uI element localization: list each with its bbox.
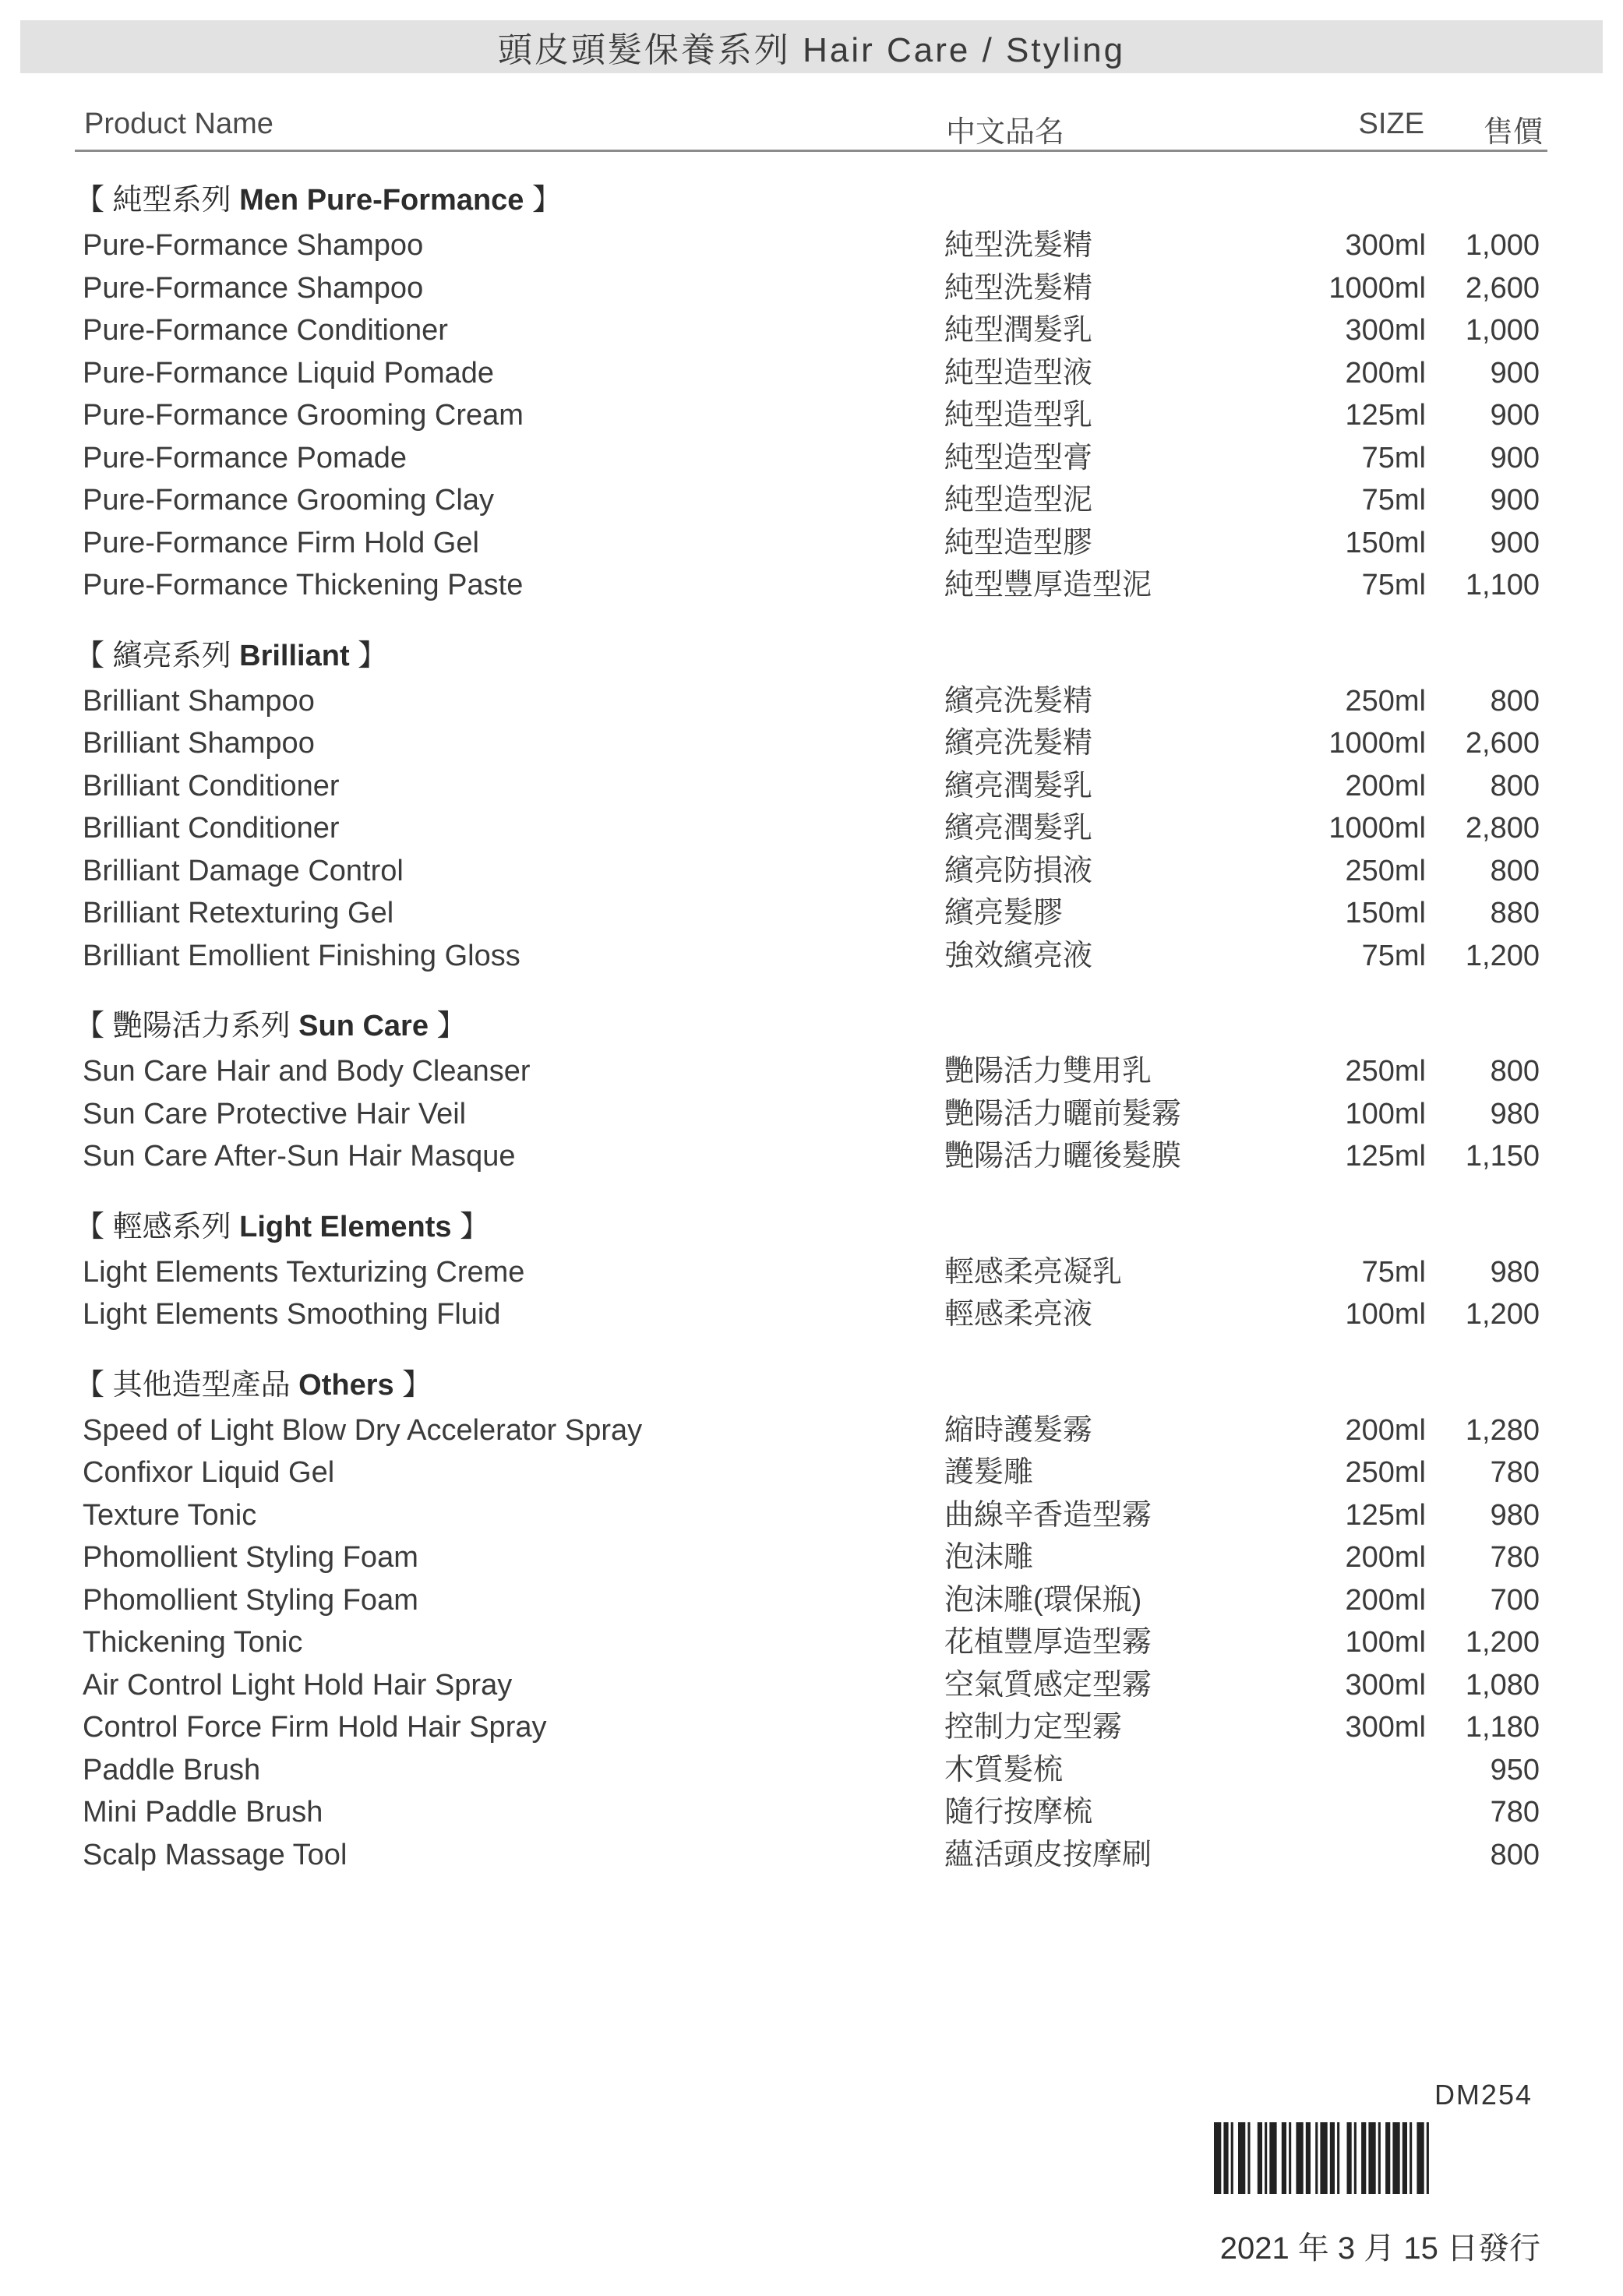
product-name: Sun Care Protective Hair Veil: [83, 1097, 467, 1130]
product-price: 980: [1490, 1097, 1540, 1130]
product-name: Control Force Firm Hold Hair Spray: [83, 1711, 547, 1744]
table-row: [75, 1536, 1547, 1579]
table-row: [75, 1135, 1547, 1178]
product-price: 1,200: [1465, 939, 1540, 972]
product-section: [75, 1203, 1547, 1336]
product-name-cn: 曲線辛香造型霧: [944, 1498, 1152, 1532]
product-name: Pure-Formance Shampoo: [83, 229, 424, 262]
product-name-cn: 艷陽活力曬後髮膜: [944, 1140, 1182, 1173]
product-section: [75, 176, 1547, 607]
product-price: 800: [1490, 1055, 1540, 1088]
barcode-icon: [1212, 2122, 1532, 2194]
product-size: 250ml: [1345, 684, 1426, 718]
section-title-en: Light Elements: [239, 1210, 452, 1243]
product-price: 980: [1490, 1498, 1540, 1532]
table-row: [75, 352, 1547, 395]
table-row: [75, 394, 1547, 437]
table-row: [75, 1293, 1547, 1336]
product-name-cn: 護髮雕: [944, 1456, 1034, 1489]
product-size: 200ml: [1345, 1541, 1426, 1574]
product-name-cn: 輕感柔亮凝乳: [944, 1255, 1123, 1289]
section-title: [75, 632, 1547, 680]
product-size: 125ml: [1345, 399, 1426, 432]
product-size: 1000ml: [1328, 271, 1426, 305]
product-name-cn: 純型洗髮精: [944, 229, 1093, 262]
product-name: Paddle Brush: [83, 1753, 261, 1786]
product-price: 900: [1490, 399, 1540, 432]
table-row: [75, 1621, 1547, 1664]
table-row: [75, 1749, 1547, 1792]
product-name: Brilliant Damage Control: [83, 854, 404, 887]
section-title-cn: 輕感系列: [112, 1210, 231, 1243]
product-name-cn: 繽亮防損液: [944, 854, 1093, 887]
product-name: Light Elements Smoothing Fluid: [83, 1298, 501, 1331]
table-row: [75, 1834, 1547, 1877]
table-row: [75, 1251, 1547, 1294]
table-row: [75, 1050, 1547, 1093]
product-price: 700: [1490, 1583, 1540, 1617]
product-price: 1,150: [1465, 1140, 1540, 1173]
table-row: [75, 1579, 1547, 1622]
product-price: 1,000: [1465, 229, 1540, 262]
product-size: 300ml: [1345, 314, 1426, 347]
document-code: DM254: [1434, 2079, 1533, 2111]
product-size: 75ml: [1361, 1255, 1426, 1289]
table-row: [75, 1409, 1547, 1452]
section-title-cn: 其他造型產品: [112, 1368, 291, 1402]
product-name: Thickening Tonic: [83, 1626, 303, 1659]
product-size: 300ml: [1345, 1711, 1426, 1744]
product-name-cn: 純型造型膠: [944, 526, 1093, 559]
product-name: Pure-Formance Grooming Clay: [83, 484, 494, 517]
product-size: 100ml: [1345, 1097, 1426, 1130]
bracket-open: 【: [75, 639, 113, 672]
product-name: Sun Care Hair and Body Cleanser: [83, 1055, 531, 1088]
product-name-cn: 純型潤髮乳: [944, 314, 1093, 347]
product-price: 800: [1490, 769, 1540, 802]
product-section: [75, 632, 1547, 978]
product-size: 200ml: [1345, 356, 1426, 390]
product-price: 800: [1490, 854, 1540, 887]
product-name: Phomollient Styling Foam: [83, 1583, 418, 1617]
product-name: Pure-Formance Conditioner: [83, 314, 448, 347]
product-name: Light Elements Texturizing Creme: [83, 1255, 525, 1289]
bracket-open: 【: [75, 1368, 113, 1402]
section-title-cn: 純型系列: [112, 184, 231, 217]
page-title: 頭皮頭髮保養系列 Hair Care / Styling: [20, 20, 1603, 73]
table-row: [75, 892, 1547, 935]
table-row: [75, 1664, 1547, 1707]
product-size: 250ml: [1345, 1456, 1426, 1489]
product-price: 1,180: [1465, 1711, 1540, 1744]
product-name-cn: 純型造型乳: [944, 399, 1093, 432]
product-name-cn: 純型豐厚造型泥: [944, 569, 1152, 601]
bracket-open: 【: [75, 1210, 113, 1243]
table-row: [75, 1706, 1547, 1749]
product-name: Texture Tonic: [83, 1498, 257, 1532]
product-name: Brilliant Shampoo: [83, 727, 315, 760]
product-name-cn: 純型造型膏: [944, 441, 1093, 474]
product-size: 200ml: [1345, 1583, 1426, 1617]
table-row: [75, 722, 1547, 765]
table-row: [75, 935, 1547, 978]
product-price: 1,000: [1465, 314, 1540, 347]
table-row: [75, 807, 1547, 850]
product-price: 900: [1490, 526, 1540, 559]
product-price: 800: [1490, 684, 1540, 718]
product-name-cn: 蘊活頭皮按摩刷: [944, 1838, 1152, 1871]
section-title: [75, 176, 1547, 224]
table-row: [75, 224, 1547, 267]
product-name-cn: 花植豐厚造型霧: [944, 1626, 1152, 1659]
product-name-cn: 木質髮梳: [944, 1753, 1064, 1786]
product-size: 1000ml: [1328, 812, 1426, 845]
product-size: 200ml: [1345, 769, 1426, 802]
product-name-cn: 繽亮潤髮乳: [944, 812, 1093, 845]
section-title: [75, 1203, 1547, 1251]
product-name: Brilliant Retexturing Gel: [83, 897, 394, 929]
bracket-open: 【: [75, 184, 113, 217]
product-name-cn: 繽亮髮膠: [944, 897, 1064, 929]
product-price: 1,080: [1465, 1668, 1540, 1702]
section-title-cn: 繽亮系列: [112, 639, 231, 672]
product-name: Brilliant Conditioner: [83, 769, 340, 802]
product-name: Pure-Formance Pomade: [83, 441, 408, 474]
product-name-cn: 艷陽活力曬前髮霧: [944, 1097, 1182, 1130]
table-header: [75, 98, 1547, 152]
table-row: [75, 765, 1547, 808]
table-row: [75, 437, 1547, 480]
product-size: 1000ml: [1328, 727, 1426, 760]
product-size: 75ml: [1361, 569, 1426, 601]
product-list: [75, 176, 1547, 1901]
product-name: Sun Care After-Sun Hair Masque: [83, 1140, 516, 1173]
section-title-cn: 艷陽活力系列: [112, 1010, 291, 1042]
product-price: 780: [1490, 1541, 1540, 1574]
product-price: 780: [1490, 1456, 1540, 1489]
product-size: 250ml: [1345, 1055, 1426, 1088]
product-name: Mini Paddle Brush: [83, 1796, 323, 1829]
product-name-cn: 泡沫雕(環保瓶): [944, 1583, 1142, 1617]
product-name: Brilliant Conditioner: [83, 812, 340, 845]
product-name-cn: 輕感柔亮液: [944, 1298, 1093, 1331]
header-product-name: Product Name: [84, 108, 273, 140]
product-price: 2,600: [1465, 271, 1540, 305]
product-name-cn: 隨行按摩梳: [944, 1796, 1093, 1829]
bracket-close: 】: [349, 639, 388, 672]
product-name-cn: 繽亮洗髮精: [944, 684, 1093, 718]
table-row: [75, 850, 1547, 893]
product-price: 2,600: [1465, 727, 1540, 760]
product-price: 1,280: [1465, 1413, 1540, 1447]
section-title-en: Men Pure-Formance: [239, 184, 524, 217]
product-name-cn: 艷陽活力雙用乳: [944, 1055, 1152, 1088]
product-size: 300ml: [1345, 1668, 1426, 1702]
product-name: Pure-Formance Firm Hold Gel: [83, 526, 479, 559]
table-row: [75, 479, 1547, 522]
table-row: [75, 1494, 1547, 1537]
product-name: Confixor Liquid Gel: [83, 1456, 335, 1489]
bracket-close: 】: [524, 184, 563, 217]
bracket-open: 【: [75, 1010, 113, 1042]
product-name: Pure-Formance Grooming Cream: [83, 399, 524, 432]
product-section: [75, 1361, 1547, 1877]
section-title: [75, 1002, 1547, 1050]
section-title-en: Others: [298, 1368, 394, 1402]
product-name-cn: 純型造型液: [944, 356, 1093, 390]
product-size: 150ml: [1345, 526, 1426, 559]
table-row: [75, 1451, 1547, 1494]
product-name: Brilliant Shampoo: [83, 684, 315, 718]
table-row: [75, 1093, 1547, 1136]
table-row: [75, 267, 1547, 310]
product-name-cn: 泡沫雕: [944, 1541, 1034, 1574]
product-price: 950: [1490, 1753, 1540, 1786]
product-name-cn: 繽亮潤髮乳: [944, 769, 1093, 802]
table-row: [75, 522, 1547, 565]
bracket-close: 】: [393, 1368, 432, 1402]
product-size: 125ml: [1345, 1140, 1426, 1173]
product-name-cn: 縮時護髮霧: [944, 1413, 1093, 1447]
product-price: 800: [1490, 1838, 1540, 1871]
product-size: 300ml: [1345, 229, 1426, 262]
product-price: 900: [1490, 441, 1540, 474]
product-name: Scalp Massage Tool: [83, 1838, 348, 1871]
product-name: Pure-Formance Shampoo: [83, 271, 424, 305]
bracket-close: 】: [428, 1010, 467, 1042]
table-row: [75, 564, 1547, 607]
product-name: Phomollient Styling Foam: [83, 1541, 418, 1574]
product-size: 250ml: [1345, 854, 1426, 887]
table-row: [75, 1791, 1547, 1834]
product-name: Air Control Light Hold Hair Spray: [83, 1668, 513, 1702]
product-price: 900: [1490, 356, 1540, 390]
product-name: Pure-Formance Liquid Pomade: [83, 356, 495, 390]
product-price: 780: [1490, 1796, 1540, 1829]
product-name-cn: 繽亮洗髮精: [944, 727, 1093, 760]
section-title: [75, 1361, 1547, 1409]
table-row: [75, 680, 1547, 723]
product-name-cn: 強效繽亮液: [944, 939, 1093, 972]
section-title-en: Sun Care: [298, 1010, 429, 1042]
product-name: Pure-Formance Thickening Paste: [83, 569, 524, 601]
product-price: 880: [1490, 897, 1540, 929]
section-title-en: Brilliant: [239, 639, 350, 672]
product-price: 1,100: [1465, 569, 1540, 601]
issue-date: 2021 年 3 月 15 日發行: [1219, 2231, 1540, 2266]
product-price: 900: [1490, 484, 1540, 517]
product-name-cn: 控制力定型霧: [944, 1711, 1123, 1744]
product-size: 75ml: [1361, 484, 1426, 517]
header-price: 售價: [1483, 116, 1543, 149]
product-size: 125ml: [1345, 1498, 1426, 1532]
header-size: SIZE: [1358, 108, 1424, 140]
product-price: 2,800: [1465, 812, 1540, 845]
product-name-cn: 純型洗髮精: [944, 271, 1093, 305]
product-price: 980: [1490, 1255, 1540, 1289]
product-section: [75, 1002, 1547, 1178]
product-size: 100ml: [1345, 1626, 1426, 1659]
product-size: 200ml: [1345, 1413, 1426, 1447]
header-chinese-name: 中文品名: [946, 116, 1065, 149]
table-row: [75, 309, 1547, 352]
product-name-cn: 空氣質感定型霧: [944, 1668, 1152, 1702]
product-size: 75ml: [1361, 939, 1426, 972]
product-size: 75ml: [1361, 441, 1426, 474]
product-name-cn: 純型造型泥: [944, 484, 1093, 517]
product-size: 150ml: [1345, 897, 1426, 929]
product-name: Speed of Light Blow Dry Accelerator Spray: [83, 1413, 643, 1447]
product-price: 1,200: [1465, 1626, 1540, 1659]
bracket-close: 】: [451, 1210, 490, 1243]
product-size: 100ml: [1345, 1298, 1426, 1331]
product-name: Brilliant Emollient Finishing Gloss: [83, 939, 520, 972]
product-price: 1,200: [1465, 1298, 1540, 1331]
